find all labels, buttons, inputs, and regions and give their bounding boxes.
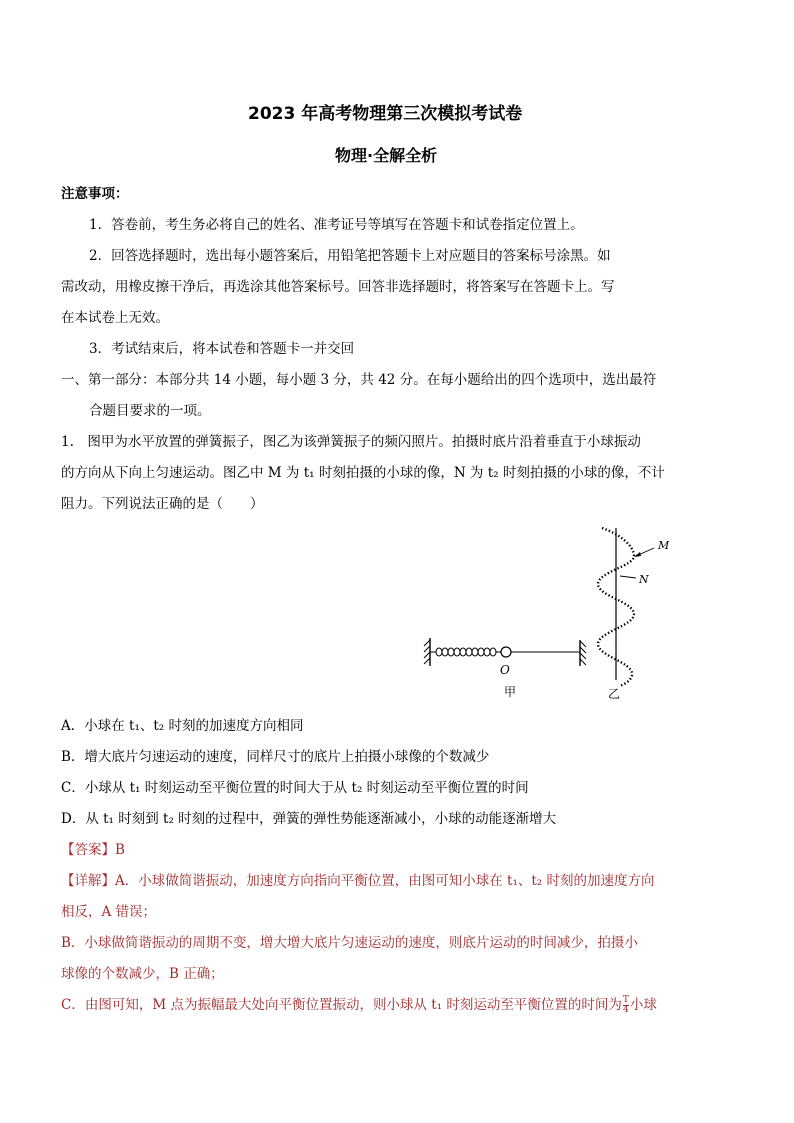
page-subtitle: 物理·全解全析 (335, 146, 438, 165)
label-o: O (500, 663, 510, 677)
notice-heading: 注意事项： (61, 186, 129, 202)
part-heading-line-1: 一、第一部分：本部分共 14 小题，每小题 3 分，共 42 分。在每小题给出的四个选项中，选出最符 (61, 372, 657, 388)
fraction-denominator: 4 (623, 1005, 629, 1015)
detail-c-line-1 (61, 995, 657, 1015)
oscillator-diagram (420, 520, 680, 705)
notice-item-1: 1．答卷前，考生务必将自己的姓名、准考证号等填写在答题卡和试卷指定位置上。 (89, 217, 584, 233)
option-c: C．小球从 t₁ 时刻运动至平衡位置的时间大于从 t₂ 时刻运动至平衡位置的时间 (61, 780, 529, 796)
option-d: D．从 t₁ 时刻到 t₂ 时刻的过程中，弹簧的弹性势能逐渐减小，小球的动能逐渐增大 (61, 811, 557, 827)
oscillator-figure (420, 520, 680, 705)
notice-item-2-line-2: 需改动，用橡皮擦干净后，再选涂其他答案标号。回答非选择题时，将答案写在答题卡上。写 (61, 279, 615, 295)
label-n: N (639, 573, 649, 586)
caption-yi: 乙 (608, 687, 621, 701)
notice-item-3: 3．考试结束后，将本试卷和答题卡一并交回 (89, 341, 355, 357)
question-1-line-2: 的方向从下向上匀速运动。图乙中 M 为 t₁ 时刻拍摄的小球的像，N 为 t₂ 时刻拍摄的小球的像，不计 (61, 465, 665, 481)
option-b: B．增大底片匀速运动的速度，同样尺寸的底片上拍摄小球像的个数减少 (61, 749, 490, 765)
detail-a-line-2: 相反，A 错误； (61, 904, 157, 920)
period-fraction (623, 996, 629, 1015)
option-a: A．小球在 t₁、t₂ 时刻的加速度方向相同 (61, 718, 304, 734)
fraction-numerator: T (622, 995, 629, 1005)
question-1-line-1: 1. 图甲为水平放置的弹簧振子，图乙为该弹簧振子的频闪照片。拍摄时底片沿着垂直于小球振动 (61, 434, 641, 450)
answer-line: 【答案】B (61, 842, 125, 858)
page-title: 2023 年高考物理第三次模拟考试卷 (248, 104, 523, 124)
notice-item-2-line-1: 2．回答选择题时，选出每小题答案后，用铅笔把答题卡上对应题目的答案标号涂黑。如 (89, 248, 611, 264)
detail-c-text: C．由图可知，M 点为振幅最大处向平衡位置振动，则小球从 t₁ 时刻运动至平衡位置的时间为 (61, 997, 622, 1013)
detail-c-tail: 小球 (629, 997, 657, 1013)
detail-a-line-1: 【详解】A．小球做简谐振动，加速度方向指向平衡位置，由图可知小球在 t₁、t₂ 时刻的加速度方向 (61, 873, 655, 889)
question-1-line-3: 阻力。下列说法正确的是（ ） (61, 496, 264, 512)
notice-item-2-line-3: 在本试卷上无效。 (61, 310, 169, 326)
detail-b-line-2: 球像的个数减少，B 正确； (61, 966, 224, 982)
label-m: M (658, 539, 670, 552)
part-heading-line-2: 合题目要求的一项。 (89, 403, 211, 419)
caption-jia: 甲 (504, 685, 517, 699)
detail-b-line-1: B．小球做简谐振动的周期不变，增大增大底片匀速运动的速度，则底片运动的时间减少，拍摄小 (61, 935, 638, 951)
